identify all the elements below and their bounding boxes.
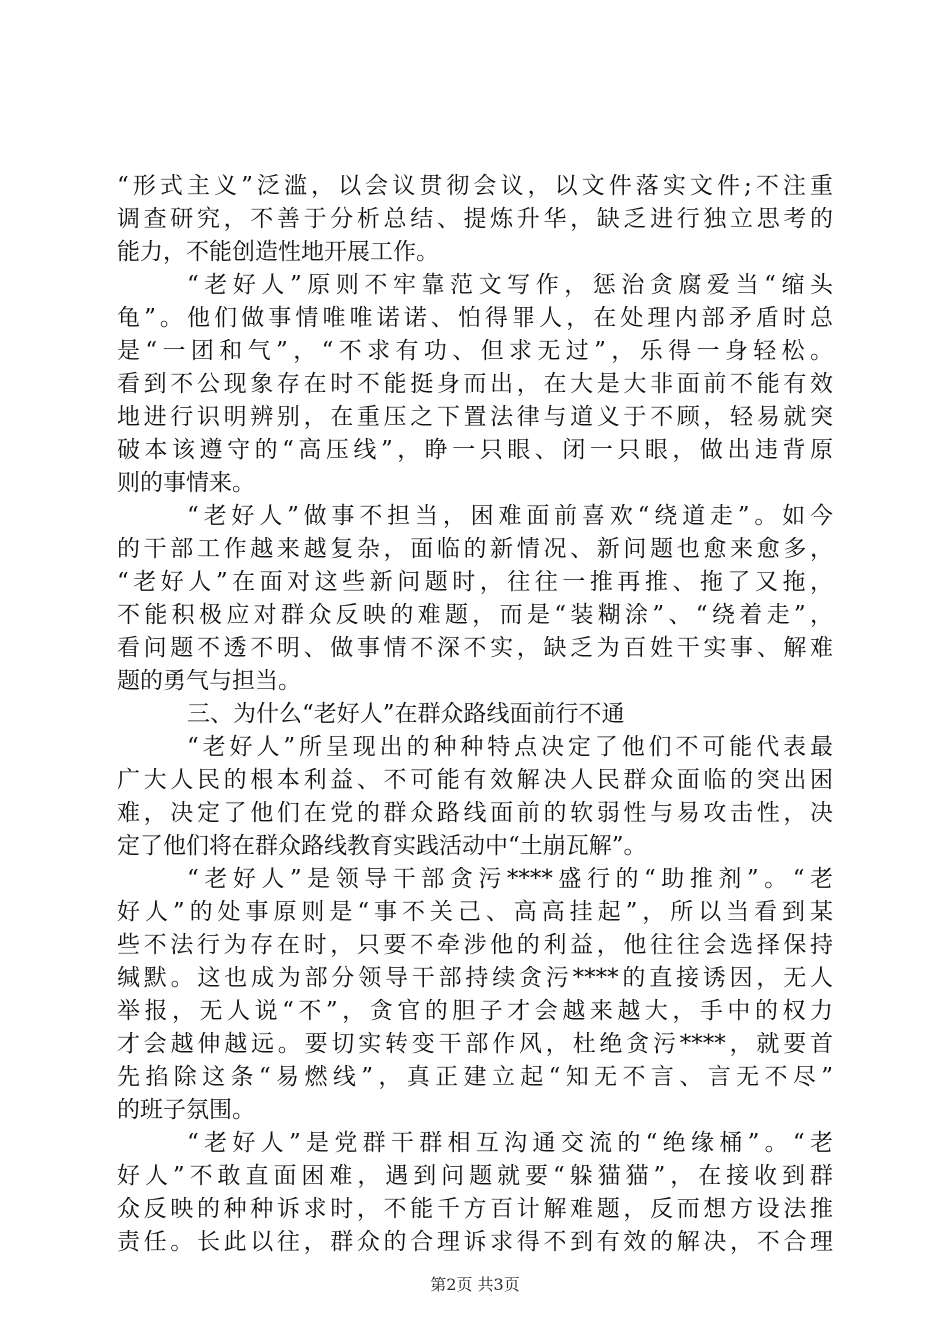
text-line: 不能积极应对群众反映的难题，而是“装糊涂”、“绕着走”， — [117, 602, 833, 628]
text-line: 能力，不能创造性地开展工作。 — [117, 239, 439, 265]
text-line: 看问题不透不明、做事情不深不实，缺乏为百姓干实事、解难 — [117, 635, 833, 661]
text-line: 看到不公现象存在时不能挺身而出，在大是大非面前不能有效 — [117, 371, 833, 397]
text-line: 则的事情来。 — [117, 470, 255, 496]
text-line: 些不法行为存在时，只要不牵涉他的利益，他往往会选择保持 — [117, 932, 833, 958]
text-line: “老好人”在面对这些新问题时，往往一推再推、拖了又拖， — [117, 569, 833, 595]
text-line: “老好人”做事不担当，困难面前喜欢“绕道走”。如今 — [187, 503, 833, 529]
text-line: 众反映的种种诉求时，不能千方百计解难题，反而想方设法推 — [117, 1196, 833, 1222]
page-number-footer: 第2页 共3页 — [430, 1275, 520, 1294]
text-line: 才会越伸越远。要切实转变干部作风，杜绝贪污****，就要首 — [117, 1031, 833, 1057]
text-line: 好人”的处事原则是“事不关己、高高挂起”，所以当看到某 — [117, 899, 833, 925]
text-line: 广大人民的根本利益、不可能有效解决人民群众面临的突出困 — [117, 767, 833, 793]
text-line: 龟”。他们做事情唯唯诺诺、怕得罪人，在处理内部矛盾时总 — [117, 305, 833, 331]
text-line: “老好人”是党群干群相互沟通交流的“绝缘桶”。“老 — [187, 1130, 833, 1156]
text-line: “形式主义”泛滥，以会议贯彻会议，以文件落实文件;不注重 — [117, 173, 833, 199]
text-line: 破本该遵守的“高压线”，睁一只眼、闭一只眼，做出违背原 — [117, 437, 833, 463]
text-line: “老好人”所呈现出的种种特点决定了他们不可能代表最 — [187, 734, 833, 760]
text-line: 责任。长此以往，群众的合理诉求得不到有效的解决，不合理 — [117, 1229, 833, 1255]
text-line: 难，决定了他们在党的群众路线面前的软弱性与易攻击性，决 — [117, 800, 833, 826]
body-text — [117, 170, 833, 1259]
text-line: 调查研究，不善于分析总结、提炼升华，缺乏进行独立思考的 — [117, 206, 833, 232]
text-line: “老好人”原则不牢靠范文写作，惩治贪腐爱当“缩头 — [187, 272, 833, 298]
text-line: 定了他们将在群众路线教育实践活动中“土崩瓦解”。 — [117, 833, 647, 859]
text-line: 题的勇气与担当。 — [117, 668, 301, 694]
text-line: “老好人”是领导干部贪污****盛行的“助推剂”。“老 — [187, 866, 833, 892]
text-line: 的干部工作越来越复杂，面临的新情况、新问题也愈来愈多， — [117, 536, 833, 562]
text-line: 举报，无人说“不”，贪官的胆子才会越来越大，手中的权力 — [117, 998, 833, 1024]
text-line: 好人”不敢直面困难，遇到问题就要“躲猫猫”，在接收到群 — [117, 1163, 833, 1189]
text-line: 的班子氛围。 — [117, 1097, 255, 1123]
text-line: 三、为什么“老好人”在群众路线面前行不通 — [187, 701, 625, 727]
text-line: 缄默。这也成为部分领导干部持续贪污****的直接诱因，无人 — [117, 965, 833, 991]
text-line: 先掐除这条“易燃线”，真正建立起“知无不言、言无不尽” — [117, 1064, 833, 1090]
text-line: 是“一团和气”，“不求有功、但求无过”，乐得一身轻松。 — [117, 338, 833, 364]
text-line: 地进行识明辨别，在重压之下置法律与道义于不顾，轻易就突 — [117, 404, 833, 430]
